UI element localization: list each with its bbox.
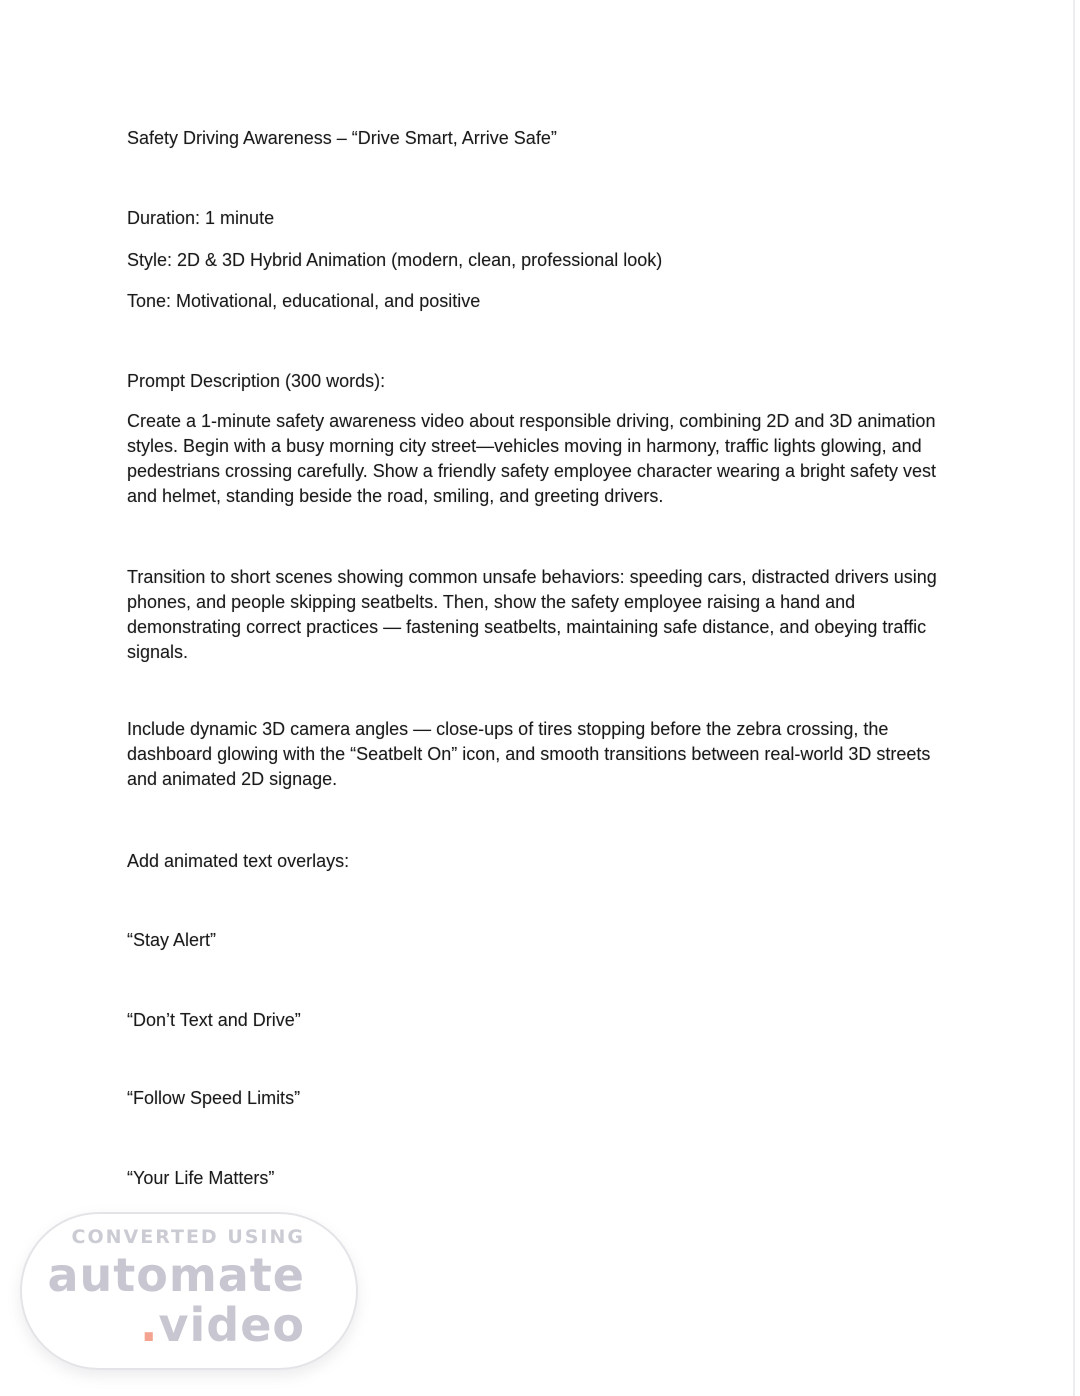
paragraph-line: dashboard glowing with the “Seatbelt On” icon, and smooth transitions between real-world 3D streets: [127, 744, 931, 764]
tone-line: Tone: Motivational, educational, and positive: [127, 291, 481, 311]
paragraph-line: demonstrating correct practices — fastening seatbelts, maintaining safe distance, and obeying traffic: [127, 617, 927, 637]
paragraph-line: Create a 1-minute safety awareness video about responsible driving, combining 2D and 3D animation: [127, 411, 936, 431]
duration-line: Duration: 1 minute: [127, 208, 275, 228]
overlay-quote-speed-limits: “Follow Speed Limits”: [127, 1088, 301, 1108]
paragraph-line: pedestrians crossing carefully. Show a friendly safety employee character wearing a bright safety vest: [127, 461, 937, 481]
style-line: Style: 2D & 3D Hybrid Animation (modern, clean, professional look): [127, 250, 663, 270]
overlays-label: Add animated text overlays:: [127, 851, 350, 871]
watermark-badge: [20, 1212, 358, 1370]
paragraph-line: phones, and people skipping seatbelts. Then, show the safety employee raising a hand and: [127, 592, 856, 612]
paragraph-line: styles. Begin with a busy morning city street—vehicles moving in harmony, traffic lights glowing, and: [127, 436, 922, 456]
watermark-brand-video: [47, 1300, 305, 1350]
watermark-brand-dot: .: [140, 1298, 159, 1352]
paragraph-camera-angles: [127, 717, 967, 792]
document-title: Safety Driving Awareness – “Drive Smart, Arrive Safe”: [127, 128, 557, 148]
paragraph-line: signals.: [127, 642, 189, 662]
watermark-brand-automate: automate: [47, 1248, 305, 1302]
paragraph-line: and animated 2D signage.: [127, 769, 338, 789]
watermark-content: [47, 1224, 305, 1350]
paragraph-line: Transition to short scenes showing common unsafe behaviors: speeding cars, distracted drivers using: [127, 567, 937, 587]
page-edge-line: [1073, 0, 1075, 1396]
watermark-brand-video-text: video: [158, 1298, 305, 1352]
paragraph-intro: [127, 409, 967, 509]
paragraph-line: and helmet, standing beside the road, smiling, and greeting drivers.: [127, 486, 664, 506]
watermark-converted-text: CONVERTED USING: [71, 1226, 305, 1248]
overlay-quote-life-matters: “Your Life Matters”: [127, 1168, 275, 1188]
prompt-description-label: Prompt Description (300 words):: [127, 371, 386, 391]
paragraph-line: Include dynamic 3D camera angles — close-ups of tires stopping before the zebra crossing, the: [127, 719, 889, 739]
overlay-quote-stay-alert: “Stay Alert”: [127, 930, 217, 950]
paragraph-transition: [127, 565, 967, 665]
overlay-quote-dont-text: “Don’t Text and Drive”: [127, 1010, 301, 1030]
